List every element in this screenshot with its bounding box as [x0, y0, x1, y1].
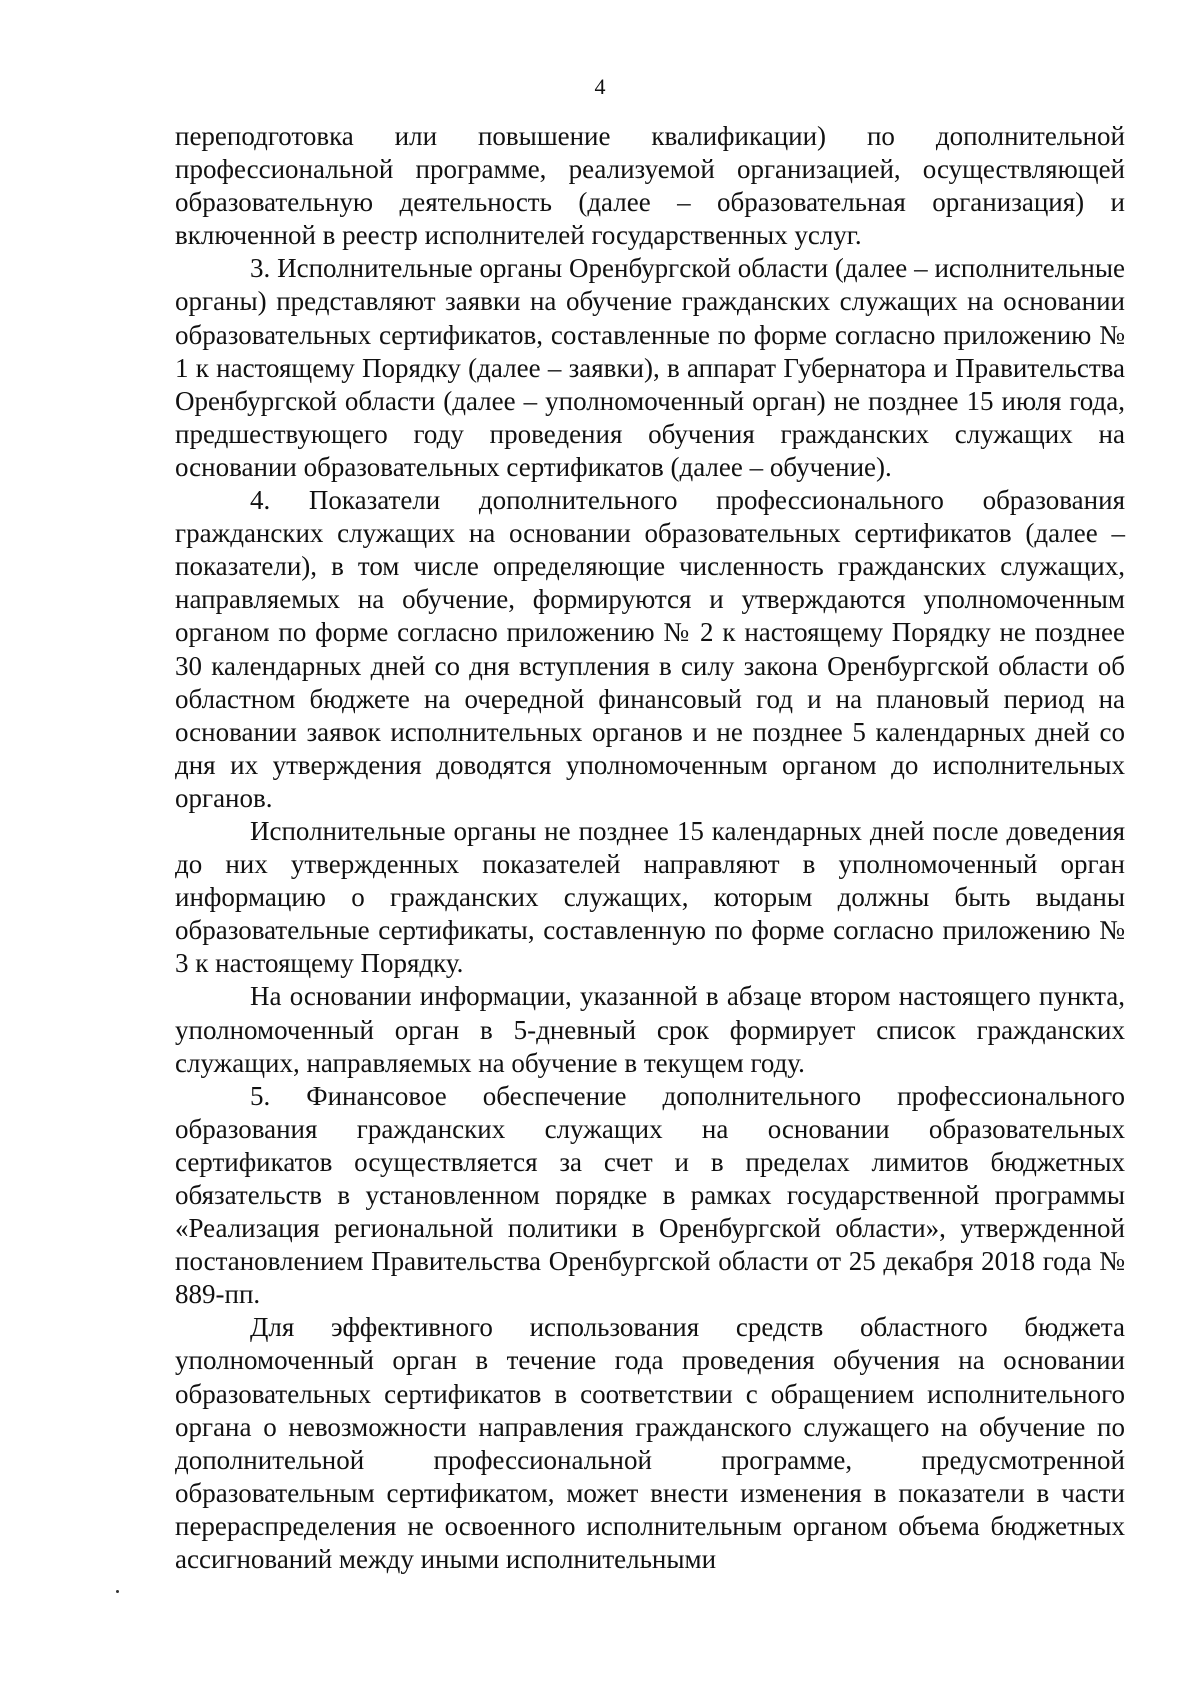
paragraph-item-4: 4. Показатели дополнительного профессионального образования гражданских служащих на основании образовательных сертификатов (далее – показатели), в том числе определяющие численность гражданских служащих, направляемых на обучение, формируются и утверждаются уполномоченным органом по форме согласно приложению № 2 к настоящему Порядку не позднее 30 календарных дней со дня вступления в силу закона Оренбургской области об областном бюджете на очередной финансовый год и на плановый период на основании заявок исполнительных органов и не позднее 5 календарных дней со дня их утверждения доводятся уполномоченным органом до исполнительных органов.	[175, 485, 1125, 813]
paragraph-continuation: переподготовка или повышение квалификации) по дополнительной профессиональной программе, реализуемой организацией, осуществляющей образовательную деятельность (далее – образовательная организация) и включенной в реестр исполнителей государственных услуг.	[175, 121, 1125, 251]
paragraph-item-5-second: Для эффективного использования средств областного бюджета уполномоченный орган в течение года проведения обучения на основании образовательных сертификатов в соответствии с обращением исполнительного органа о невозможности направления гражданского служащего на обучение по дополнительной профессиональной программе, предусмотренной образовательным сертификатом, может внести изменения в показатели в части перераспределения не освоенного исполнительным органом объема бюджетных ассигнований между иными исполнительными	[175, 1312, 1125, 1575]
paragraph-item-5: 5. Финансовое обеспечение дополнительного профессионального образования гражданских служащих на основании образовательных сертификатов осуществляется за счет и в пределах лимитов бюджетных обязательств в установленном порядке в рамках государственной программы «Реализация региональной политики в Оренбургской области», утвержденной постановлением Правительства Оренбургской области от 25 декабря 2018 года № 889-пп.	[175, 1080, 1125, 1310]
paragraph-item-3: 3. Исполнительные органы Оренбургской области (далее – исполнительные органы) представляют заявки на обучение гражданских служащих на основании образовательных сертификатов, составленные по форме согласно приложению № 1 к настоящему Порядку (далее – заявки), в аппарат Губернатора и Правительства Оренбургской области (далее – уполномоченный орган) не позднее 15 июля года, предшествующего году проведения обучения гражданских служащих на основании образовательных сертификатов (далее – обучение).	[175, 253, 1125, 482]
paragraph-item-4-third: На основании информации, указанной в абзаце втором настоящего пункта, уполномоченный орган в 5-дневный срок формирует список гражданских служащих, направляемых на обучение в текущем году.	[175, 981, 1125, 1078]
page-number: 4	[594, 74, 606, 99]
paragraph-item-4-second: Исполнительные органы не позднее 15 календарных дней после доведения до них утвержденных показателей направляют в уполномоченный орган информацию о гражданских служащих, которым должны быть выданы образовательные сертификаты, составленную по форме согласно приложению № 3 к настоящему Порядку.	[175, 815, 1125, 979]
scan-speck	[116, 1590, 119, 1593]
document-body	[175, 120, 1125, 1576]
